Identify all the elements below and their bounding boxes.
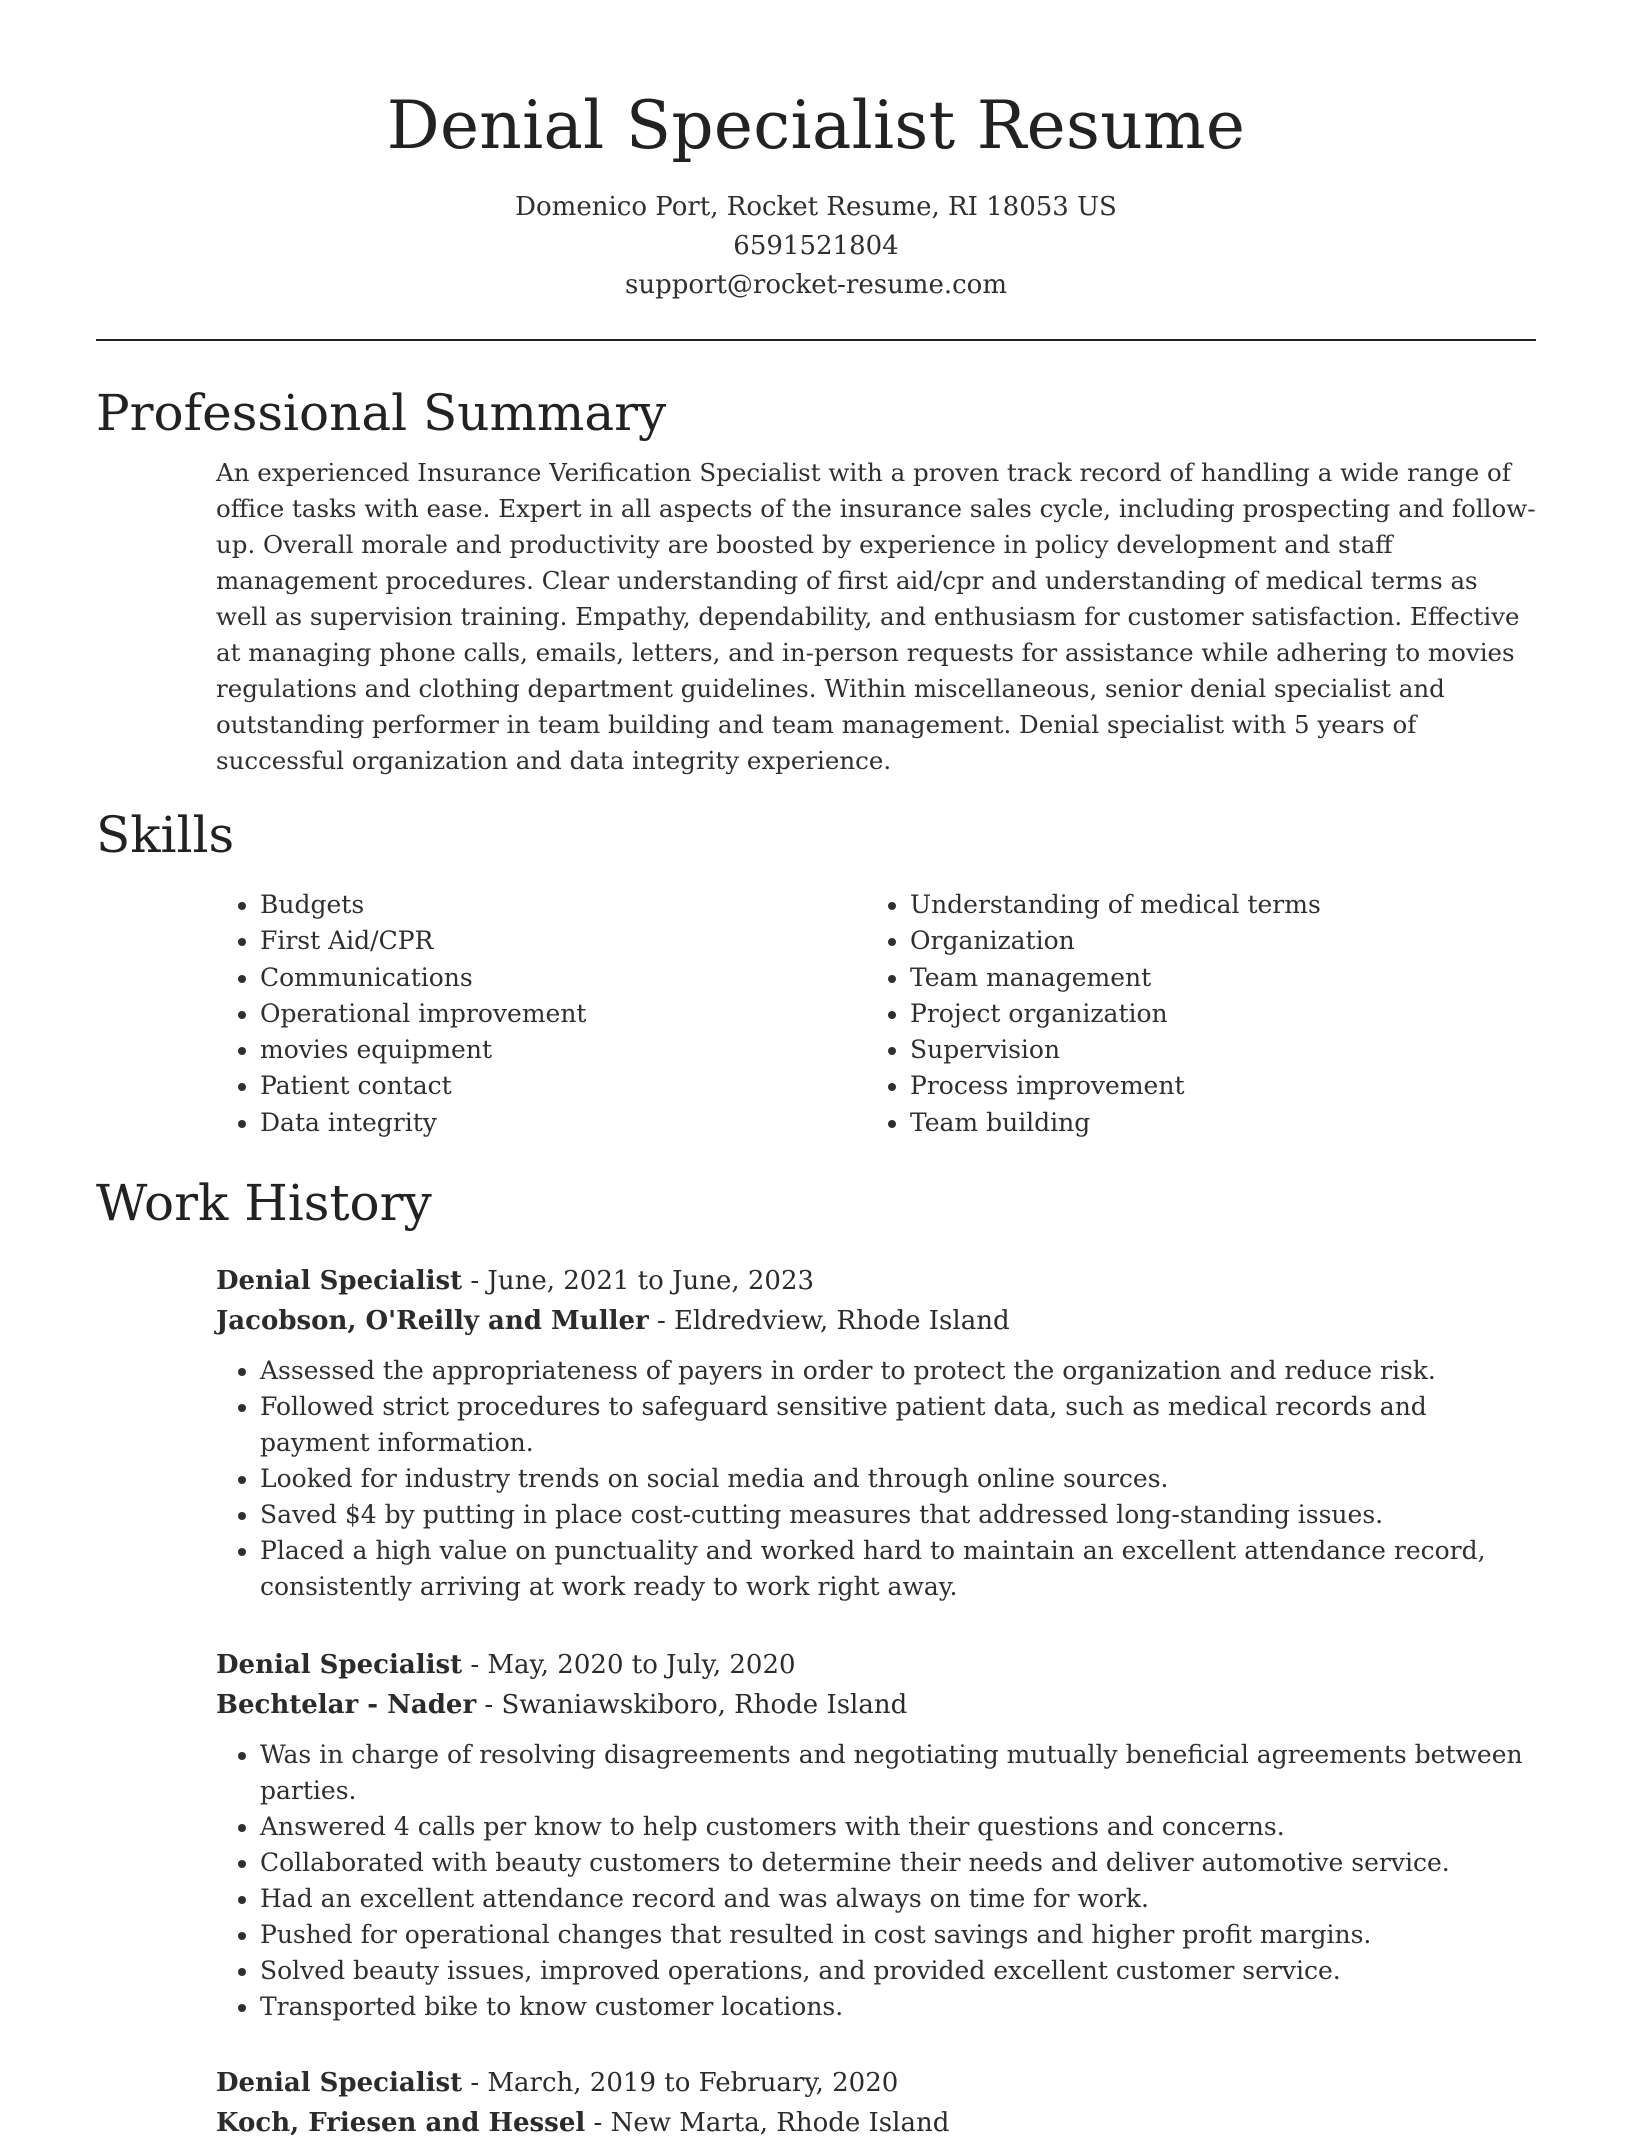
job-company: Koch, Friesen and Hessel [216, 2108, 586, 2139]
job-bullet: • Transported bike to know customer locations. [260, 1989, 1536, 2025]
skills-right-list [886, 887, 1536, 1141]
contact-email: support@rocket-resume.com [624, 270, 1007, 300]
job-entry [216, 1261, 1536, 1605]
skill-item: • movies equipment [260, 1032, 886, 1068]
job-dates: - March, 2019 to February, 2020 [462, 2068, 899, 2099]
work-history-section [96, 1173, 1536, 2143]
skill-item: • Understanding of medical terms [910, 887, 1536, 923]
job-bullet: • Followed strict procedures to safeguard sensitive patient data, such as medical records and payment information. [260, 1389, 1536, 1461]
skill-item: • Organization [910, 923, 1536, 959]
job-entry [216, 2063, 1536, 2143]
job-bullet: • Placed a high value on punctuality and worked hard to maintain an excellent attendance record, consistently arriving at work ready to work right away. [260, 1533, 1536, 1605]
job-bullet: • Had an excellent attendance record and was always on time for work. [260, 1881, 1536, 1917]
skill-item: • First Aid/CPR [260, 923, 886, 959]
job-bullet: • Saved $4 by putting in place cost-cutting measures that addressed long-standing issues. [260, 1497, 1536, 1533]
skill-item: • Team building [910, 1105, 1536, 1141]
skill-item: • Budgets [260, 887, 886, 923]
contact-phone: 6591521804 [733, 231, 899, 261]
skill-item: • Operational improvement [260, 996, 886, 1032]
job-bullets [216, 1737, 1536, 2025]
skills-left-list [216, 887, 886, 1141]
job-bullet: • Pushed for operational changes that resulted in cost savings and higher profit margins. [260, 1917, 1536, 1953]
summary-section [96, 383, 1536, 779]
work-history-heading: Work History [96, 1174, 432, 1233]
skill-item: • Data integrity [260, 1105, 886, 1141]
job-company-line [216, 2103, 1536, 2143]
header-divider [96, 339, 1536, 341]
skills-section [96, 805, 1536, 1141]
job-company: Jacobson, O'Reilly and Muller [216, 1306, 649, 1337]
job-company: Bechtelar - Nader [216, 1690, 477, 1721]
job-title: Denial Specialist [216, 1266, 463, 1297]
summary-heading: Professional Summary [96, 384, 667, 442]
skill-item: • Communications [260, 960, 886, 996]
job-bullet: • Answered 4 calls per know to help customers with their questions and concerns. [260, 1809, 1536, 1845]
job-company-line [216, 1685, 1536, 1725]
job-bullet: • Looked for industry trends on social media and through online sources. [260, 1461, 1536, 1497]
job-bullet: • Assessed the appropriateness of payers in order to protect the organization and reduce risk. [260, 1353, 1536, 1389]
job-bullet: • Collaborated with beauty customers to determine their needs and deliver automotive service. [260, 1845, 1536, 1881]
resume-title: Denial Specialist Resume [386, 87, 1246, 164]
job-entry [216, 1645, 1536, 2025]
job-bullet: • Was in charge of resolving disagreements and negotiating mutually beneficial agreements between parties. [260, 1737, 1536, 1809]
job-bullet: • Solved beauty issues, improved operations, and provided excellent customer service. [260, 1953, 1536, 1989]
job-title-line [216, 1261, 1536, 1301]
skills-heading: Skills [96, 806, 235, 864]
contact-block [96, 188, 1536, 305]
job-dates: - June, 2021 to June, 2023 [462, 1266, 815, 1297]
contact-address: Domenico Port, Rocket Resume, RI 18053 US [515, 192, 1117, 222]
skill-item: • Process improvement [910, 1068, 1536, 1104]
job-title: Denial Specialist [216, 1650, 463, 1681]
job-dates: - May, 2020 to July, 2020 [462, 1650, 796, 1681]
skill-item: • Project organization [910, 996, 1536, 1032]
job-company-line [216, 1301, 1536, 1341]
skill-item: • Supervision [910, 1032, 1536, 1068]
job-title-line [216, 1645, 1536, 1685]
summary-text: An experienced Insurance Verification Specialist with a proven track record of handling a wide range of office tasks with ease. Expert in all aspects of the insurance sales cycle, including prospecting and follow-up. Overall morale and productivity are boosted by experience in policy development and staff management procedures. Clear understanding of first aid/cpr and understanding of medical terms as well as supervision training. Empathy, dependability, and enthusiasm for customer satisfaction. Effective at managing phone calls, emails, letters, and in-person requests for assistance while adhering to movies regulations and clothing department guidelines. Within miscellaneous, senior denial specialist and outstanding performer in team building and team management. Denial specialist with 5 years of successful organization and data integrity experience. [216, 458, 1536, 775]
job-bullets [216, 1353, 1536, 1605]
skill-item: • Team management [910, 960, 1536, 996]
job-location: - Swaniawskiboro, Rhode Island [476, 1690, 908, 1721]
job-title: Denial Specialist [216, 2068, 463, 2099]
skill-item: • Patient contact [260, 1068, 886, 1104]
skills-columns [216, 887, 1536, 1141]
job-location: - Eldredview, Rhode Island [648, 1306, 1010, 1337]
job-location: - New Marta, Rhode Island [585, 2108, 950, 2139]
job-title-line [216, 2063, 1536, 2103]
